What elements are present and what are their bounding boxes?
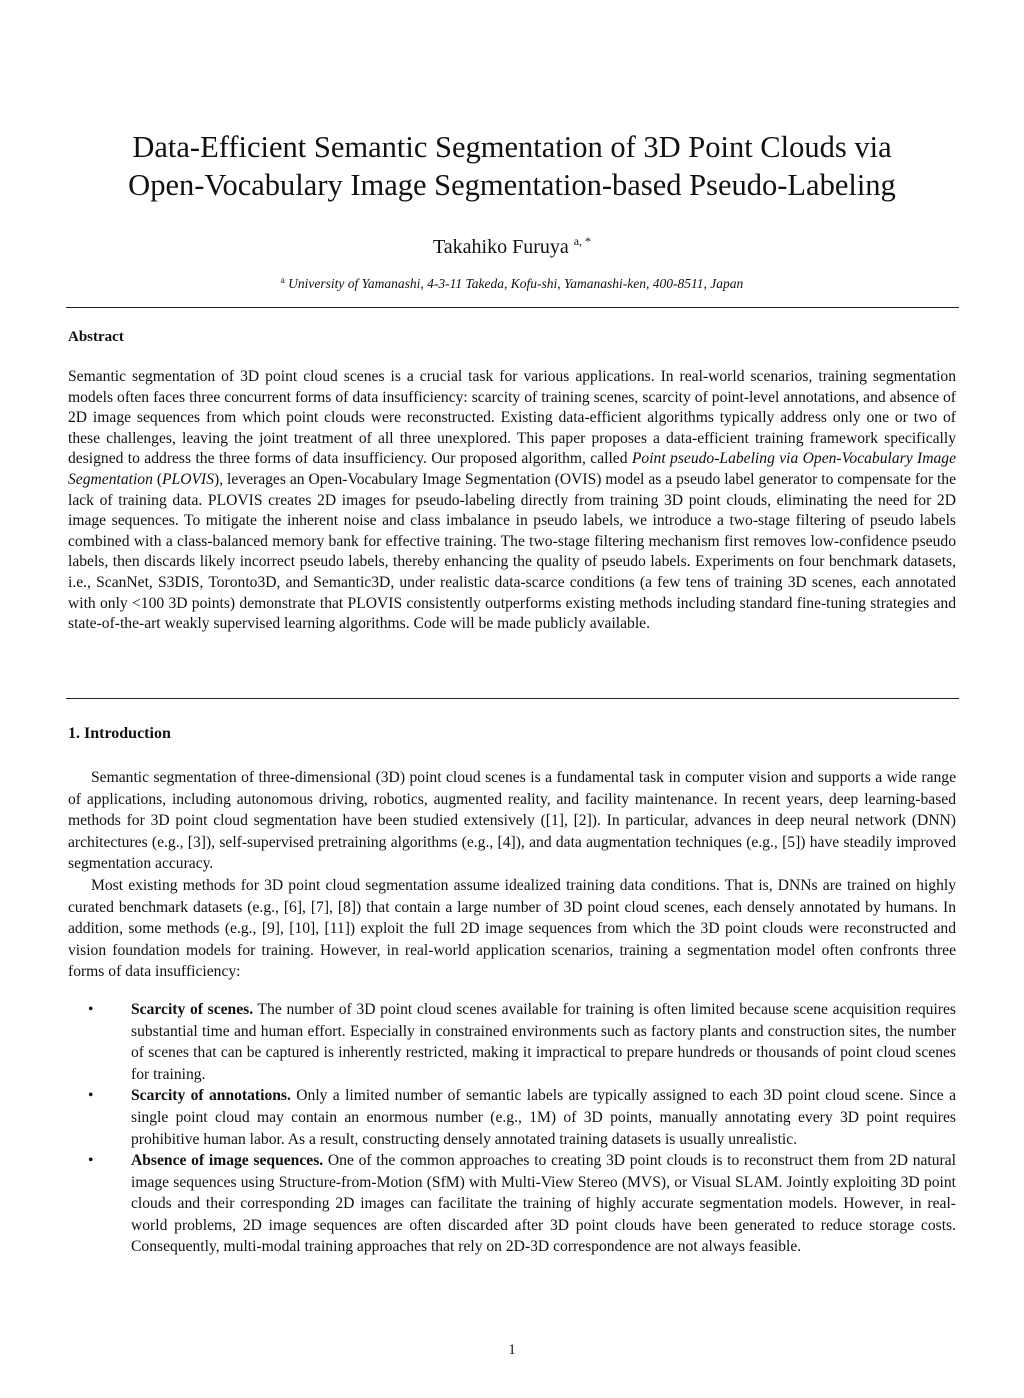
abstract-italic-method-name: Point pseudo-Labeling via Open-Vocabulary Image Segmentation	[68, 450, 956, 488]
bullet-dot: •	[88, 1152, 94, 1170]
title-line-1: Data-Efficient Semantic Segmentation of 3D Point Clouds via	[132, 130, 892, 164]
list-item	[68, 999, 956, 1085]
abstract-text	[68, 367, 956, 635]
abstract-heading: Abstract	[68, 329, 124, 345]
affiliation-mark: a	[280, 275, 285, 285]
bottom-divider	[66, 698, 959, 699]
title-line-2: Open-Vocabulary Image Segmentation-based Pseudo-Labeling	[128, 168, 896, 202]
bullet-dot: •	[88, 1087, 94, 1105]
paper-title	[0, 128, 1024, 204]
author-line	[0, 228, 1024, 260]
intro-paragraph-2: Most existing methods for 3D point cloud segmentation assume idealized training data conditions. That is, DNNs are trained on highly curated benchmark datasets (e.g., [6], [7], [8]) that contain a large number of 3D point cloud scenes, each densely annotated by humans. In addition, some methods (e.g., [9], [10], [11]) exploit the full 2D image sequences from which the 3D point clouds were reconstructed and vision foundation models for training. However, in real-world application scenarios, training a segmentation model often confronts three forms of data insufficiency:	[68, 876, 956, 981]
affiliation-text: University of Yamanashi, 4-3-11 Takeda, Kofu-shi, Yamanashi-ken, 400-8511, Japan	[288, 276, 744, 291]
list-item-text: The number of 3D point cloud scenes available for training is often limited because scene acquisition requires substantial time and human effort. Especially in constrained environments such as factory plants and construction sites, the number of scenes that can be captured is inherently restricted, making it impractical to prepare hundreds or thousands of point cloud scenes for training.	[131, 1000, 956, 1083]
insufficiency-list	[68, 999, 956, 1258]
abstract-part-1: Semantic segmentation of 3D point cloud scenes is a crucial task for various applications. In real-world scenarios, training segmentation models often faces three concurrent forms of data insufficiency: scarcity of training scenes, scarcity of point-level annotations, and absence of 2D image sequences from which point clouds were reconstructed. Existing data-efficient algorithms typically address only one or two of these challenges, leaving the joint treatment of all three unexplored. This paper proposes a data-efficient training framework specifically designed to address the three forms of data insufficiency. Our proposed algorithm, called	[68, 368, 956, 468]
top-divider	[66, 307, 959, 308]
introduction-body	[68, 767, 956, 1258]
author-marks: a, *	[573, 234, 592, 248]
list-item	[68, 1150, 956, 1258]
page-number: 1	[508, 1342, 516, 1358]
list-item-text: One of the common approaches to creating 3D point clouds is to reconstruct them from 2D natural image sequences using Structure-from-Motion (SfM) with Multi-View Stereo (MVS), or Visual SLAM. Jointly exploiting 3D point clouds and their corresponding 2D images can facilitate the training of highly accurate segmentation models. However, in real-world problems, 2D image sequences are often discarded after 3D point clouds have been generated to reduce storage costs. Consequently, multi-modal training approaches that rely on 2D-3D correspondence are not always feasible.	[131, 1152, 956, 1256]
author-name: Takahiko Furuya	[432, 236, 569, 258]
abstract-italic-acronym: PLOVIS	[162, 470, 215, 488]
abstract-part-3: ), leverages an Open-Vocabulary Image Segmentation (OVIS) model as a pseudo label generator to compensate for the lack of training data. PLOVIS creates 2D images for pseudo-labeling directly from training 3D point clouds, eliminating the need for 2D image sequences. To mitigate the inherent noise and class imbalance in pseudo labels, we introduce a two-stage filtering of pseudo labels combined with a class-balanced memory bank for effective training. The two-stage filtering mechanism first removes low-confidence pseudo labels, then discards likely incorrect pseudo labels, thereby enhancing the quality of pseudo labels. Experiments on four benchmark datasets, i.e., ScanNet, S3DIS, Toronto3D, and Semantic3D, under realistic data-scarce conditions (a few tens of training 3D scenes, each annotated with only <100 3D points) demonstrate that PLOVIS consistently outperforms existing methods including standard fine-tuning strategies and state-of-the-art weakly supervised learning algorithms. Code will be made publicly available.	[68, 470, 957, 633]
list-item-term: Scarcity of scenes.	[131, 1000, 254, 1018]
list-item	[68, 1085, 956, 1150]
intro-paragraph-1: Semantic segmentation of three-dimensional (3D) point cloud scenes is a fundamental task in computer vision and supports a wide range of applications, including autonomous driving, robotics, augmented reality, and facility maintenance. In recent years, deep learning-based methods for 3D point cloud segmentation have been studied extensively ([1], [2]). In particular, advances in deep neural network (DNN) architectures (e.g., [3]), self-supervised pretraining algorithms (e.g., [4]), and data augmentation techniques (e.g., [5]) have steadily improved segmentation accuracy.	[68, 769, 956, 873]
list-item-text: Only a limited number of semantic labels are typically assigned to each 3D point cloud scene. Since a single point cloud may contain an enormous number (e.g., 1M) of 3D points, manually annotating every 3D point requires prohibitive human labor. As a result, constructing densely annotated training datasets is usually unrealistic.	[131, 1087, 956, 1148]
list-item-term: Absence of image sequences.	[131, 1152, 324, 1170]
section-heading-introduction: 1. Introduction	[68, 725, 171, 742]
affiliation-line	[0, 270, 1024, 294]
bullet-dot: •	[88, 1000, 94, 1018]
list-item-term: Scarcity of annotations.	[131, 1087, 291, 1105]
abstract-part-2: (	[152, 470, 163, 488]
